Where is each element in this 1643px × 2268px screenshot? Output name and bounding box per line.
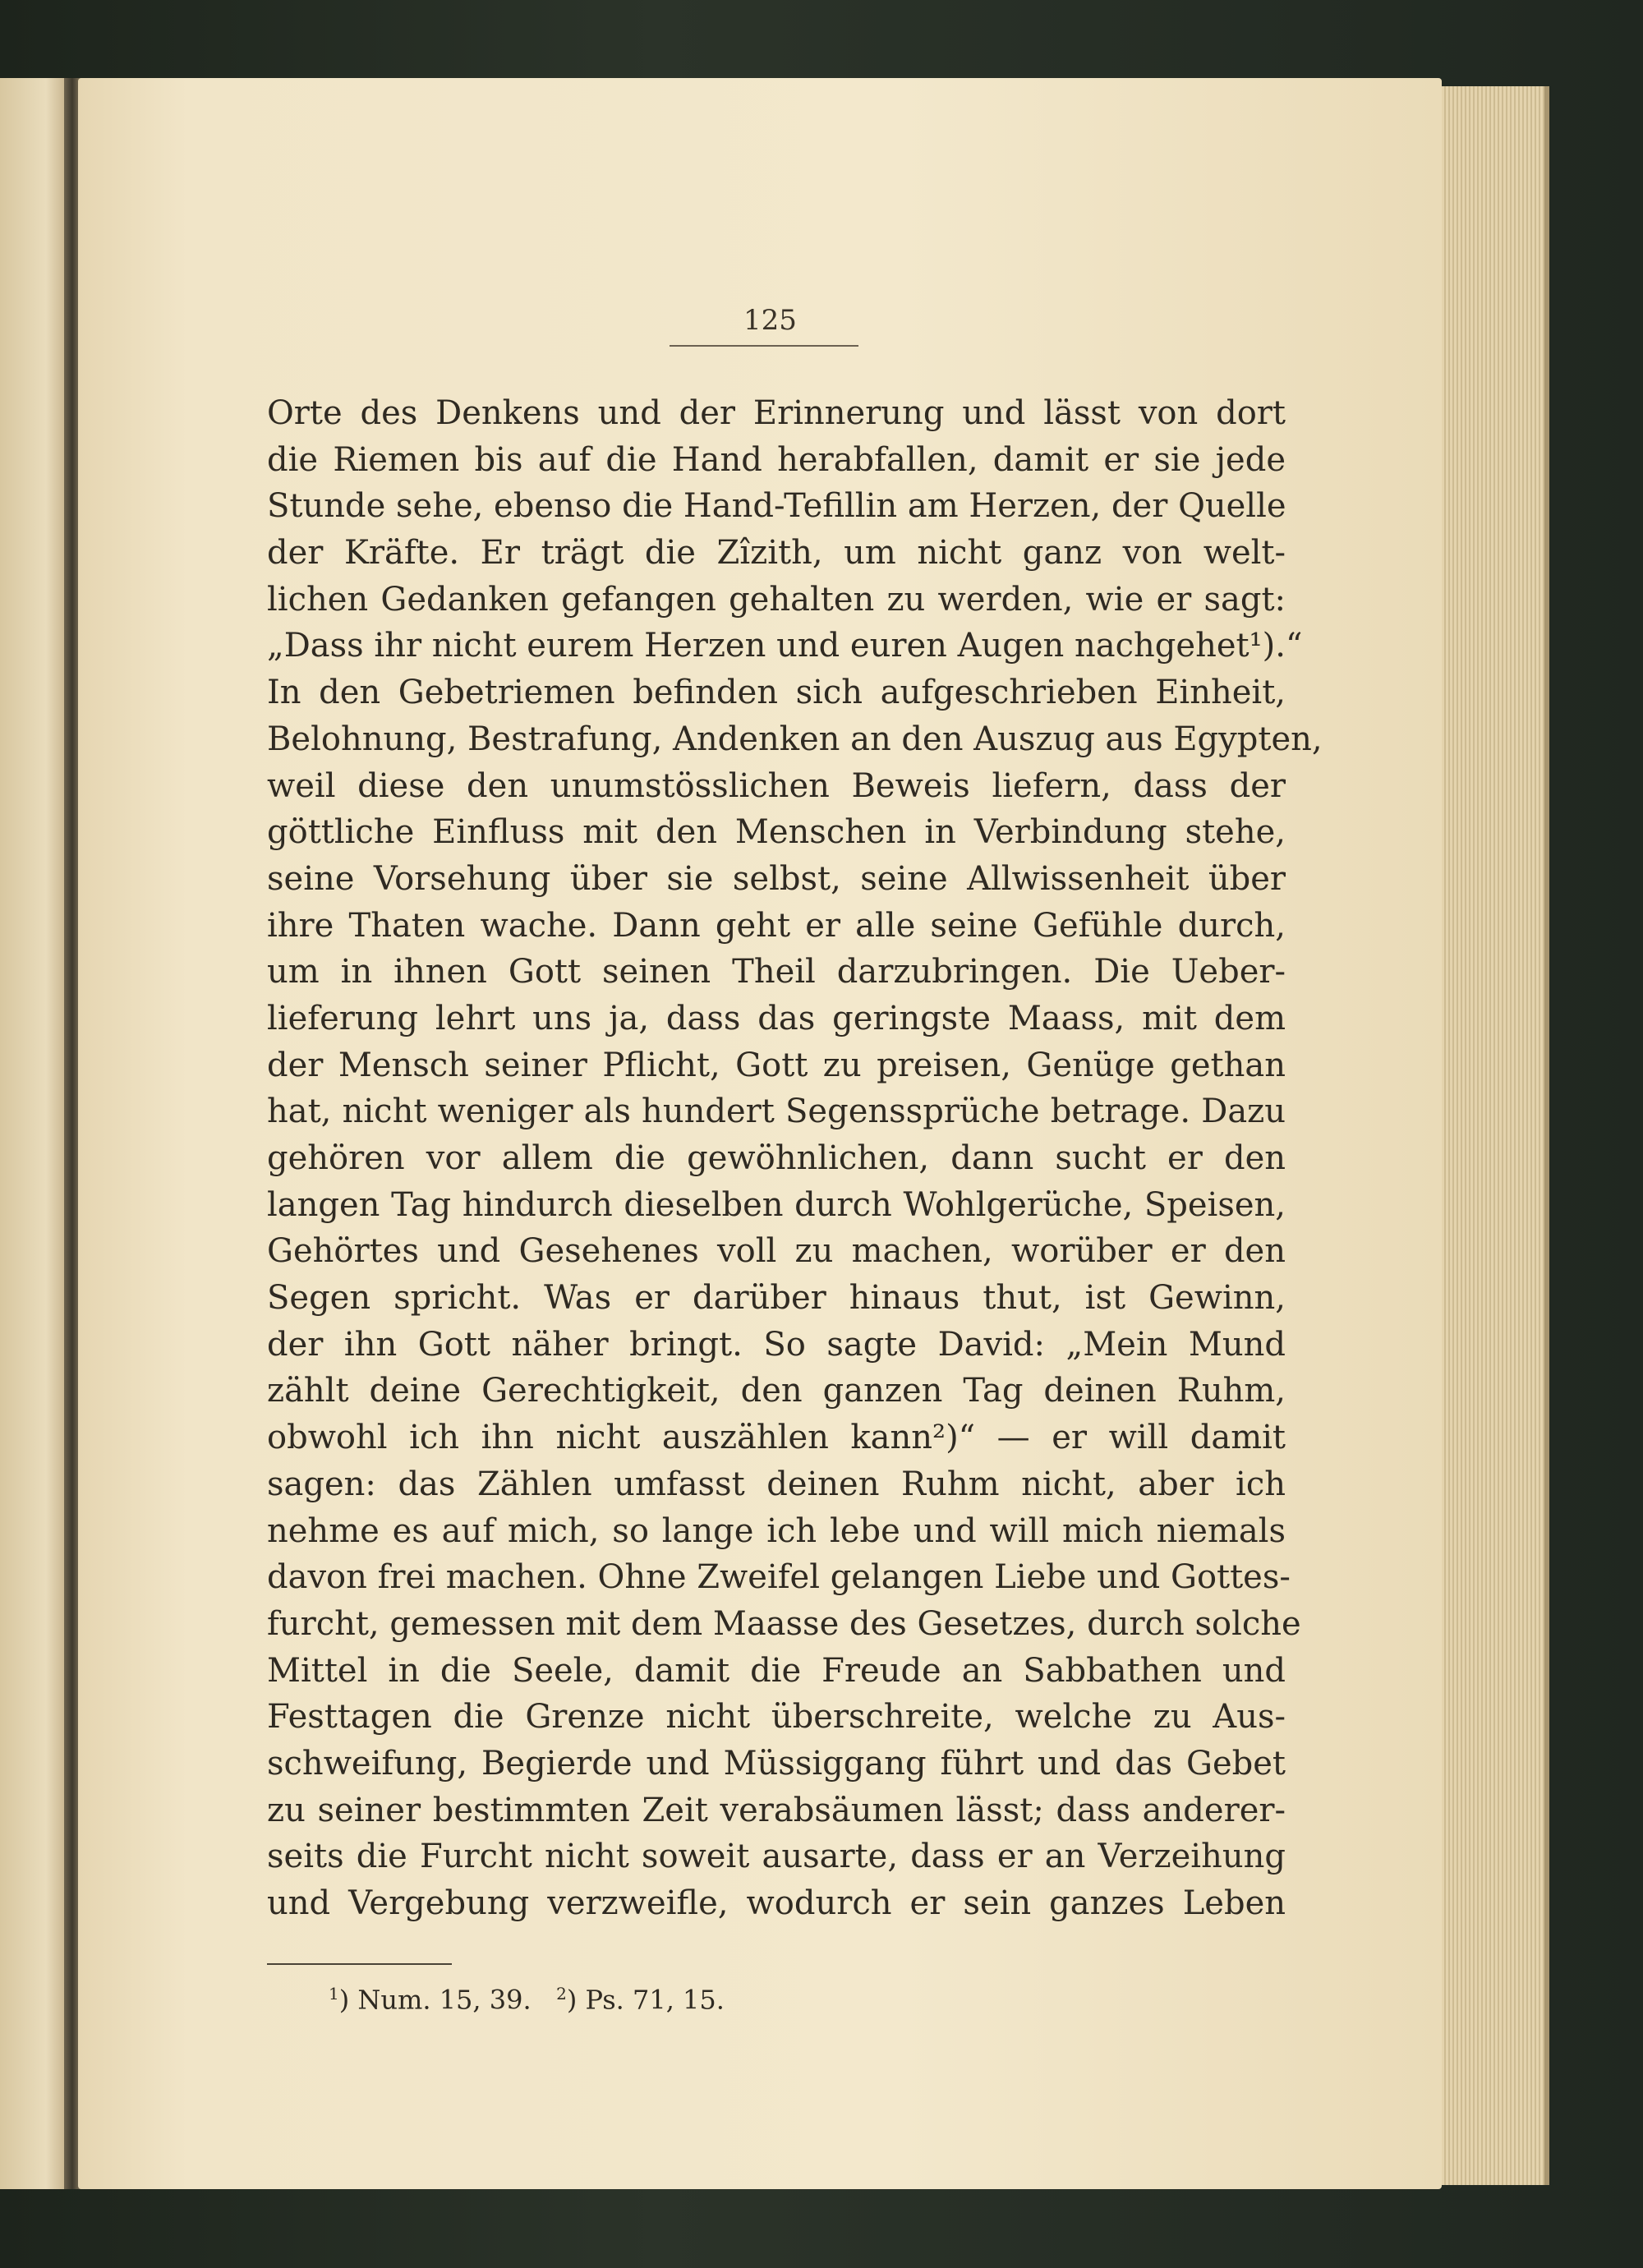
text-line: nehme es auf mich, so lange ich lebe und will mich niemals [267,1511,1286,1550]
text-line: gehören vor allem die gewöhnlichen, dann sucht er den [267,1139,1286,1177]
text-line: um in ihnen Gott seinen Theil darzubringen. Die Ueber- [267,953,1286,991]
text-line: Stunde sehe, ebenso die Hand-Tefillin am Herzen, der Quelle [267,487,1286,526]
footnote-rule [267,1963,452,1965]
text-line: seits die Furcht nicht soweit ausarte, dass er an Verzeihung [267,1838,1286,1876]
text-line: die Riemen bis auf die Hand herabfallen, damit er sie jede [267,440,1286,479]
body-text [267,390,1323,1927]
text-line: schweifung, Begierde und Müssiggang führt und das Gebet [267,1744,1286,1783]
footnotes [329,1984,725,2016]
footnote-mark: 1 [329,1984,339,2003]
page-number: 125 [743,304,797,337]
text-line: und Vergebung verzweifle, wodurch er sein ganzes Leben [267,1884,1286,1922]
text-line: langen Tag hindurch dieselben durch Wohlgerüche, Speisen, [267,1185,1286,1224]
text-line: göttliche Einfluss mit den Menschen in Verbindung stehe, [267,813,1286,852]
text-line: ihre Thaten wache. Dann geht er alle seine Gefühle durch, [267,906,1286,945]
text-line: weil diese den unumstösslichen Beweis liefern, dass der [267,766,1286,805]
text-line: der Kräfte. Er trägt die Zîzith, um nicht ganz von welt- [267,534,1286,573]
text-line: Orte des Denkens und der Erinnerung und lässt von dort [267,394,1286,432]
text-line: Mittel in die Seele, damit die Freude an Sabbathen und [267,1651,1286,1690]
footnote-text: ) Num. 15, 39. [338,1984,532,2016]
header-rule [670,345,858,347]
text-line: lieferung lehrt uns ja, dass das geringste Maass, mit dem [267,999,1286,1037]
text-line: zu seiner bestimmten Zeit verabsäumen lässt; dass anderer- [267,1791,1286,1829]
text-line: Festtagen die Grenze nicht überschreite, welche zu Aus- [267,1698,1286,1737]
text-line: seine Vorsehung über sie selbst, seine Allwissenheit über [267,859,1286,898]
book-page [78,78,1442,2189]
text-line: In den Gebetriemen befinden sich aufgeschrieben Einheit, [267,674,1286,712]
text-line: „Dass ihr nicht eurem Herzen und euren Augen nachgehet¹).“ [267,627,1303,665]
text-line: hat, nicht weniger als hundert Segenssprüche betrage. Dazu [267,1093,1286,1131]
footnote-mark: 2 [556,1984,567,2003]
text-line: der ihn Gott näher bringt. So sagte David: „Mein Mund [267,1325,1286,1364]
text-line: Gehörtes und Gesehenes voll zu machen, worüber er den [267,1232,1286,1271]
text-line: lichen Gedanken gefangen gehalten zu werden, wie er sagt: [267,580,1286,619]
text-line: furcht, gemessen mit dem Maasse des Gesetzes, durch solche [267,1604,1301,1643]
footnote-text: ) Ps. 71, 15. [566,1984,725,2016]
page-edges [1429,86,1549,2185]
text-line: sagen: das Zählen umfasst deinen Ruhm nicht, aber ich [267,1465,1286,1503]
text-line: Segen spricht. Was er darüber hinaus thut, ist Gewinn, [267,1279,1286,1318]
text-line: obwohl ich ihn nicht auszählen kann²)“ — er will damit [267,1419,1286,1457]
text-line: Belohnung, Bestrafung, Andenken an den Auszug aus Egypten, [267,720,1323,758]
text-line: der Mensch seiner Pflicht, Gott zu preisen, Genüge gethan [267,1046,1286,1084]
text-line: zählt deine Gerechtigkeit, den ganzen Tag deinen Ruhm, [267,1372,1286,1410]
text-line: davon frei machen. Ohne Zweifel gelangen Liebe und Gottes- [267,1558,1291,1597]
previous-page-edge [0,78,66,2189]
